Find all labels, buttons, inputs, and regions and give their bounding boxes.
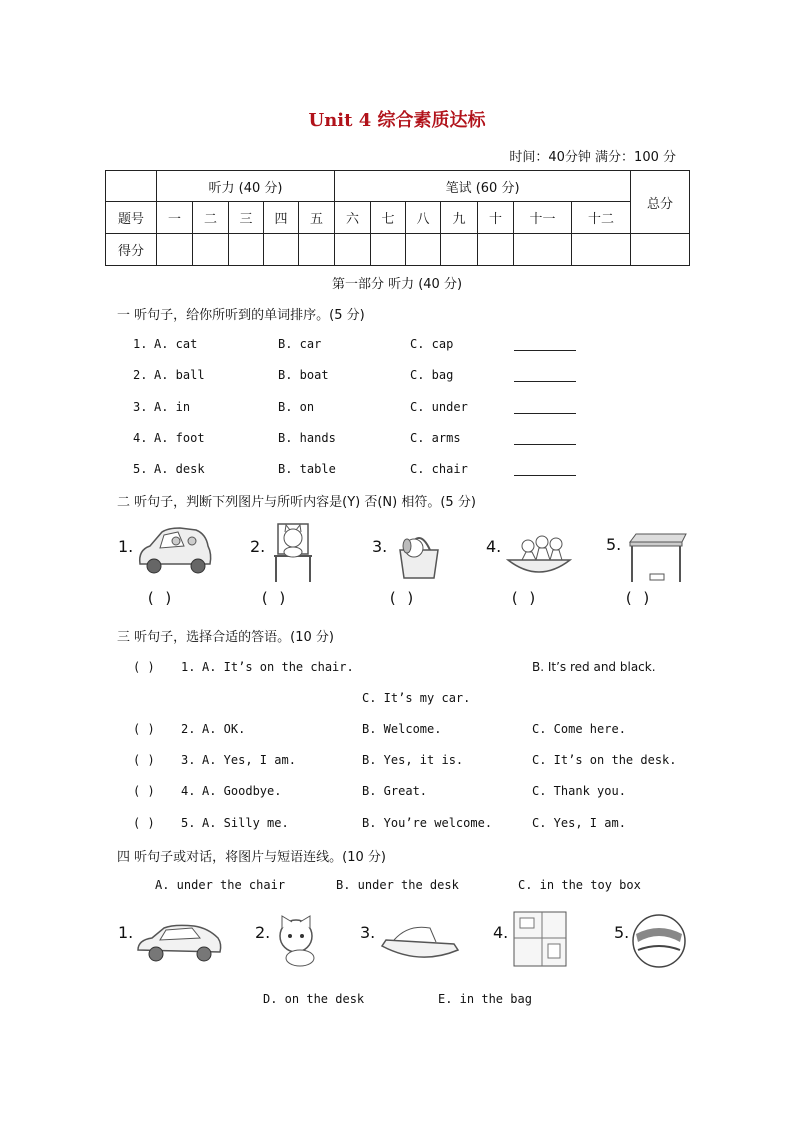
option-c: C. chair	[410, 462, 468, 476]
score-cell[interactable]	[299, 234, 335, 266]
item-number: 1.	[181, 660, 196, 674]
column-header: 十一	[514, 202, 572, 234]
phrase-option: D. on the desk	[263, 992, 365, 1006]
toy-car-under-table-picture	[624, 532, 688, 584]
picture-number: 4.	[493, 923, 509, 942]
answer-blank[interactable]	[514, 369, 576, 382]
column-header: 二	[193, 202, 229, 234]
score-table	[105, 170, 690, 266]
answer-parentheses[interactable]: ( )	[260, 589, 288, 607]
column-header: 八	[406, 202, 441, 234]
answer-parentheses[interactable]: ( )	[510, 589, 538, 607]
option-b: B. Yes, it is.	[362, 753, 464, 767]
picture-number: 2.	[250, 537, 266, 556]
row-label-score: 得分	[106, 234, 157, 266]
answer-parentheses[interactable]: ( )	[133, 722, 155, 736]
column-header: 三	[229, 202, 264, 234]
item-number: 2.	[181, 722, 196, 736]
option-b: B. boat	[278, 368, 329, 382]
column-header: 四	[264, 202, 299, 234]
item-number: 2.	[133, 368, 148, 382]
picture-number: 5.	[606, 535, 622, 554]
option-a: A. foot	[154, 431, 205, 445]
answer-parentheses[interactable]: ( )	[388, 589, 416, 607]
option-c: C. It’s my car.	[362, 691, 471, 705]
column-header: 六	[335, 202, 371, 234]
column-header: 五	[299, 202, 335, 234]
section2-heading: 二 听句子，判断下列图片与所听内容是(Y) 否(N) 相符。(5 分)	[117, 495, 476, 510]
page-title: Unit 4 综合素质达标	[308, 110, 486, 131]
part-one-title: 第一部分 听力 (40 分)	[331, 277, 463, 292]
total-score-cell[interactable]	[631, 234, 690, 266]
car-picture	[134, 524, 214, 580]
total-label: 总分	[631, 171, 690, 234]
option-b: B. Welcome.	[362, 722, 442, 736]
option-b: B. table	[278, 462, 336, 476]
car-picture	[134, 920, 224, 966]
cat-on-chair-picture	[268, 520, 318, 584]
column-header: 七	[371, 202, 406, 234]
map-picture	[512, 910, 568, 968]
writing-header: 笔试 (60 分)	[335, 171, 631, 202]
option-a: A. ball	[154, 368, 205, 382]
answer-parentheses[interactable]: ( )	[133, 816, 155, 830]
option-a: A. It’s on the chair.	[202, 660, 354, 674]
score-cell[interactable]	[514, 234, 572, 266]
option-c: C. cap	[410, 337, 454, 351]
column-header: 十二	[572, 202, 631, 234]
option-a: A. OK.	[202, 722, 246, 736]
item-number: 5.	[133, 462, 148, 476]
score-cell[interactable]	[478, 234, 514, 266]
score-cell[interactable]	[264, 234, 299, 266]
picture-number: 4.	[486, 537, 502, 556]
answer-parentheses[interactable]: ( )	[624, 589, 652, 607]
picture-number: 5.	[614, 923, 630, 942]
option-b: B. on	[278, 400, 315, 414]
option-b: B. car	[278, 337, 322, 351]
boat-picture	[380, 920, 460, 966]
option-a: A. Yes, I am.	[202, 753, 296, 767]
answer-blank[interactable]	[514, 338, 576, 351]
picture-number: 2.	[255, 923, 271, 942]
picture-number: 1.	[118, 923, 134, 942]
kids-in-boat-picture	[506, 530, 572, 582]
option-b: B. hands	[278, 431, 336, 445]
option-c: C. Thank you.	[532, 784, 626, 798]
cat-picture	[270, 914, 324, 970]
score-cell[interactable]	[406, 234, 441, 266]
score-cell[interactable]	[193, 234, 229, 266]
item-number: 4.	[181, 784, 196, 798]
section1-heading: 一 听句子，给你所听到的单词排序。(5 分)	[117, 308, 365, 323]
answer-blank[interactable]	[514, 432, 576, 445]
item-number: 3.	[133, 400, 148, 414]
answer-parentheses[interactable]: ( )	[133, 753, 155, 767]
score-cell[interactable]	[335, 234, 371, 266]
dog-in-bag-picture	[390, 522, 448, 582]
option-a: A. desk	[154, 462, 205, 476]
time-info: 时间：40分钟 满分：100 分	[509, 150, 676, 165]
option-b: B. Great.	[362, 784, 428, 798]
picture-number: 1.	[118, 537, 134, 556]
phrase-option: C. in the toy box	[518, 878, 641, 892]
answer-blank[interactable]	[514, 463, 576, 476]
answer-blank[interactable]	[514, 401, 576, 414]
column-header: 九	[441, 202, 478, 234]
picture-number: 3.	[360, 923, 376, 942]
picture-number: 3.	[372, 537, 388, 556]
item-number: 1.	[133, 337, 148, 351]
score-cell[interactable]	[157, 234, 193, 266]
option-b: B. It’s red and black.	[532, 660, 656, 674]
option-c: C. bag	[410, 368, 454, 382]
option-a: A. Goodbye.	[202, 784, 282, 798]
row-label-number: 题号	[106, 202, 157, 234]
score-cell[interactable]	[572, 234, 631, 266]
table-corner	[106, 171, 157, 202]
option-c: C. arms	[410, 431, 461, 445]
option-c: C. It’s on the desk.	[532, 753, 677, 767]
answer-parentheses[interactable]: ( )	[133, 784, 155, 798]
item-number: 4.	[133, 431, 148, 445]
phrase-option: E. in the bag	[438, 992, 532, 1006]
answer-parentheses[interactable]: ( )	[146, 589, 174, 607]
answer-parentheses[interactable]: ( )	[133, 660, 155, 674]
section3-heading: 三 听句子，选择合适的答语。(10 分)	[117, 630, 334, 645]
option-c: C. under	[410, 400, 468, 414]
column-header: 十	[478, 202, 514, 234]
score-cell[interactable]	[229, 234, 264, 266]
section4-heading: 四 听句子或对话，将图片与短语连线。(10 分)	[117, 850, 386, 865]
ball-picture	[630, 912, 688, 970]
option-a: A. in	[154, 400, 191, 414]
score-cell[interactable]	[371, 234, 406, 266]
item-number: 5.	[181, 816, 196, 830]
item-number: 3.	[181, 753, 196, 767]
listening-header: 听力 (40 分)	[157, 171, 335, 202]
option-a: A. cat	[154, 337, 198, 351]
option-a: A. Silly me.	[202, 816, 289, 830]
score-cell[interactable]	[441, 234, 478, 266]
option-c: C. Come here.	[532, 722, 626, 736]
column-header: 一	[157, 202, 193, 234]
phrase-option: B. under the desk	[336, 878, 459, 892]
option-b: B. You’re welcome.	[362, 816, 493, 830]
phrase-option: A. under the chair	[155, 878, 286, 892]
option-c: C. Yes, I am.	[532, 816, 626, 830]
